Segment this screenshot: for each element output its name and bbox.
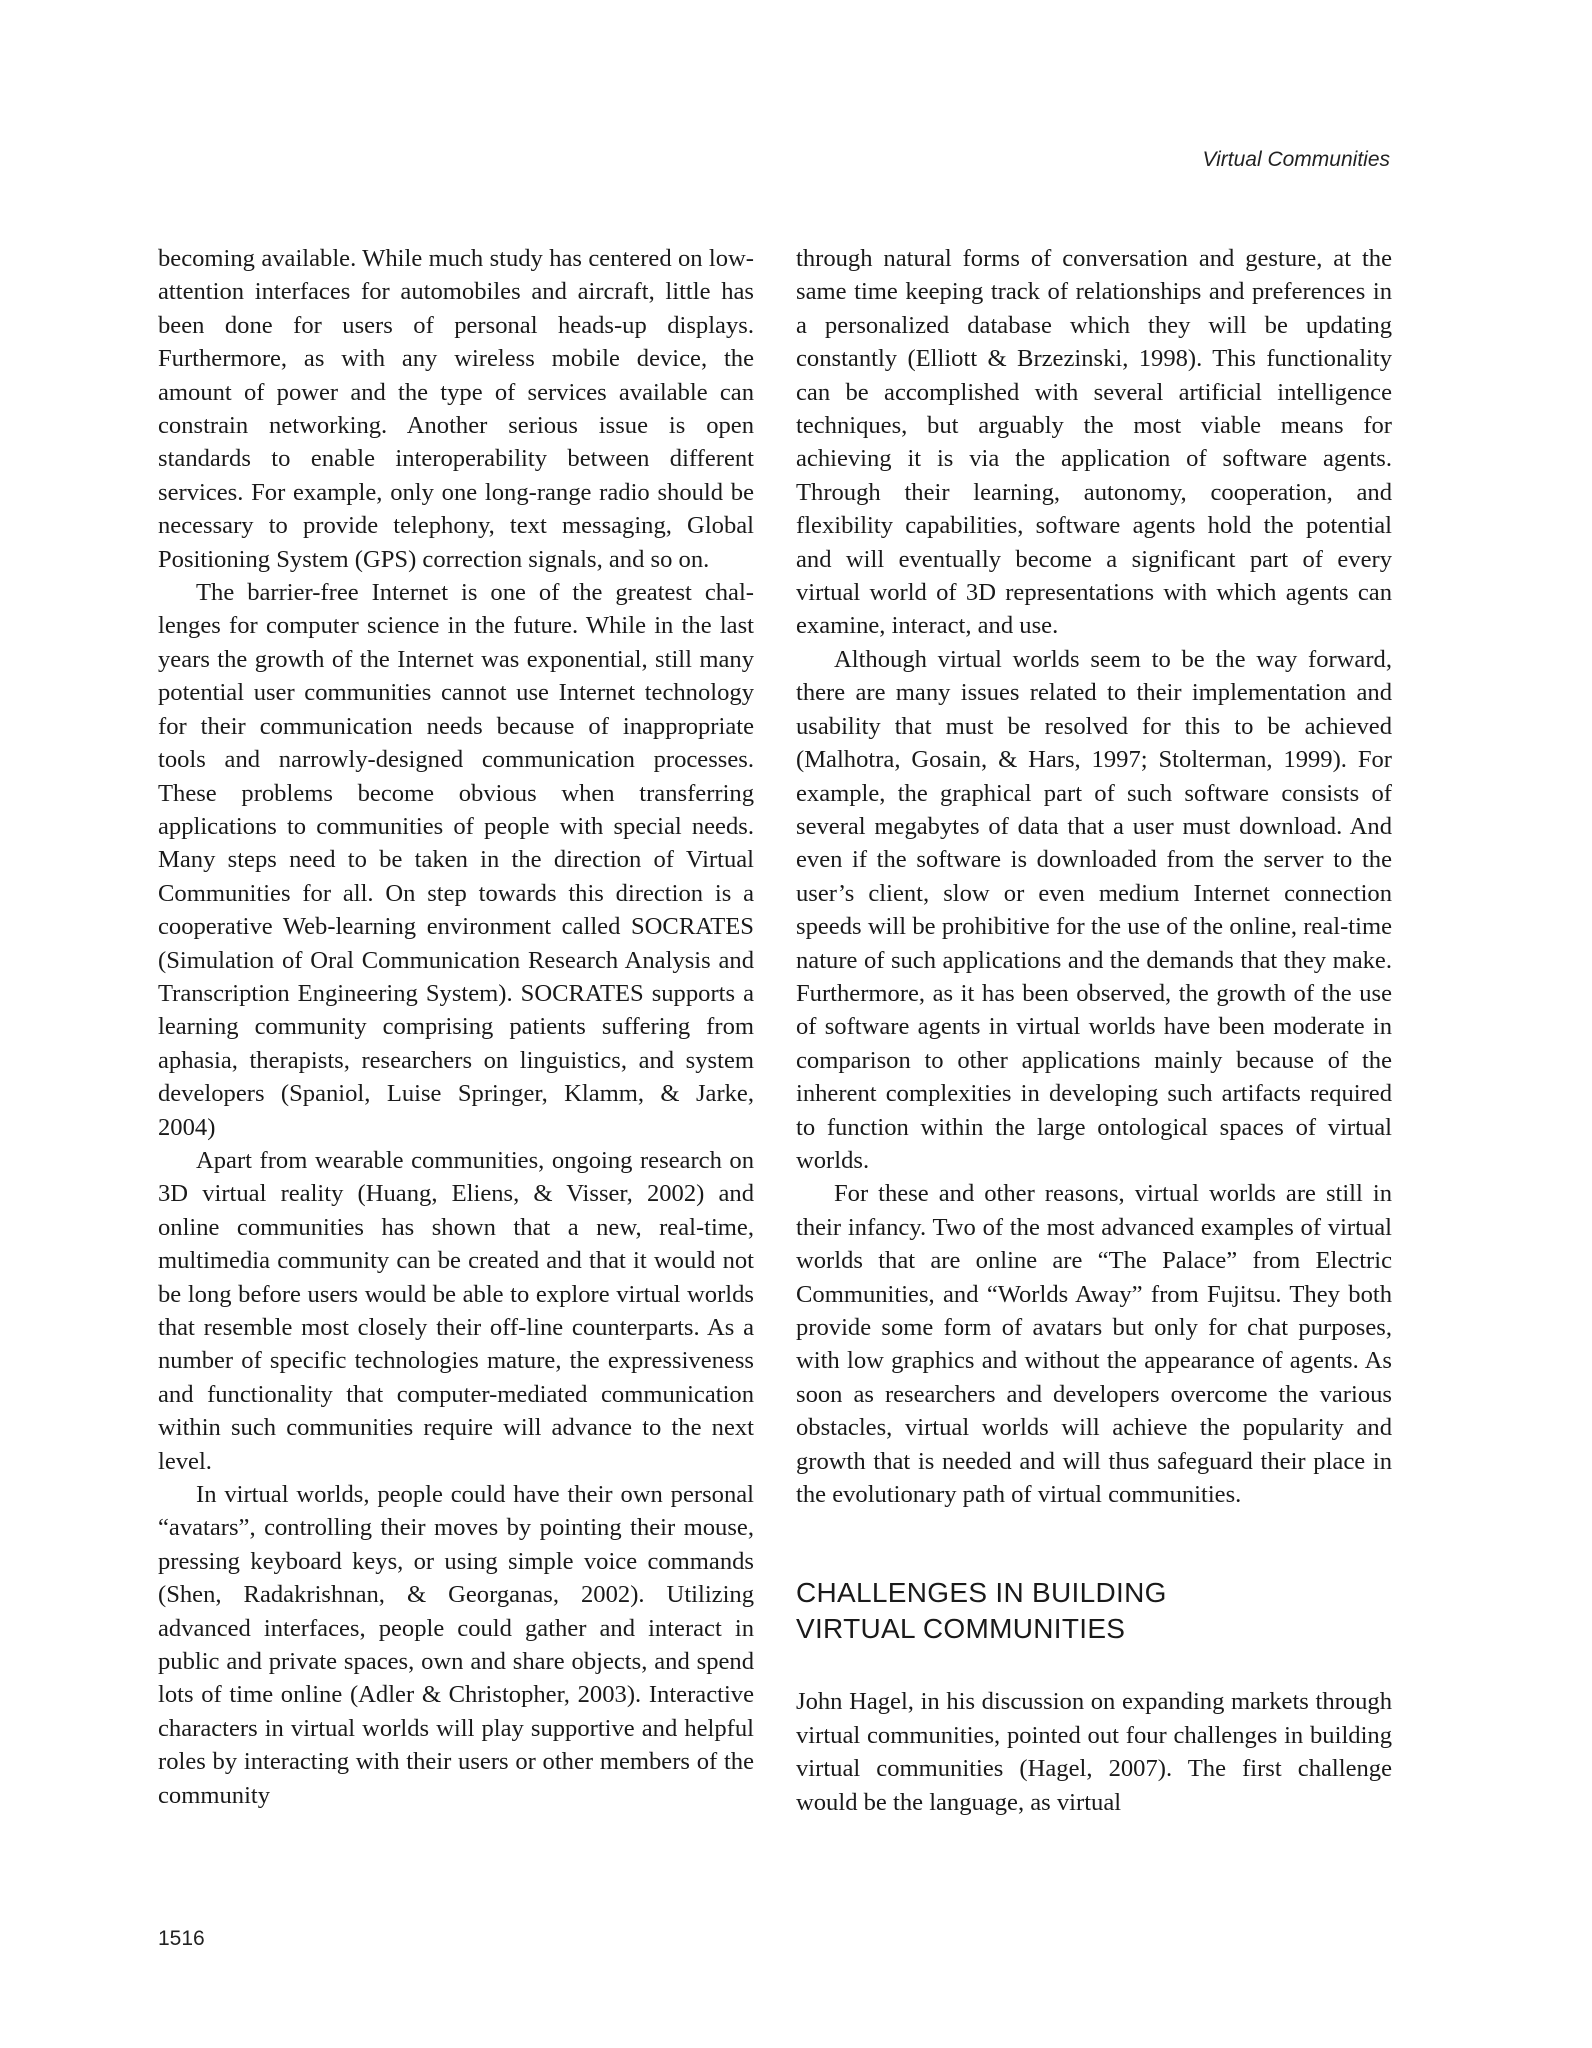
right-column bbox=[796, 242, 1392, 1819]
section-heading bbox=[796, 1575, 1392, 1647]
paragraph: John Hagel, in his discussion on expanding markets through virtual communities, pointed out four challenges in building virtual communities (Hagel, 2007). The first challenge would be the language, as virtual bbox=[796, 1688, 1392, 1816]
paragraph: For these and other reasons, virtual worlds are still in their infancy. Two of the most advanced examples of virtual worlds that are online are “The Palace” from Electric Communities, and “Worlds Away” from Fujitsu. They both provide some form of avatars but only for chat purposes, with low graphics and without the appearance of agents. As soon as researchers and developers overcome the various obstacles, virtual worlds will achieve the popularity and growth that is needed and will thus safeguard their place in the evolutionary path of virtual communities. bbox=[796, 1180, 1392, 1509]
left-column bbox=[158, 242, 754, 1812]
page-number: 1516 bbox=[158, 1927, 205, 1950]
paragraph: Apart from wearable communities, ongoing research on 3D virtual reality (Huang, Eliens, & Visser, 2002) and online communities has shown that a new, real-time, multimedia community can be created and that it would not be long before users would be able to explore virtual worlds that resemble most closely their off-line counterparts. As a number of specific technologies mature, the expressiveness and functionality that computer-mediated communication within such communities require will advance to the next level. bbox=[158, 1146, 754, 1475]
section-heading-line: VIRTUAL COMMUNITIES bbox=[796, 1613, 1126, 1645]
paragraph: Although virtual worlds seem to be the way forward, there are many issues related to their implementation and usability that must be resolved for this to be achieved (Malhotra, Gosain, & Hars, 1997; Stolterman, 1999). For example, the graphical part of such software consists of several megabytes of data that a user must download. And even if the software is downloaded from the server to the user’s client, slow or even medium Internet connection speeds will be prohibitive for the use of the online, real-time nature of such applications and the demands that they make. Furthermore, as it has been observed, the growth of the use of software agents in virtual worlds have been moderate in comparison to other applications mainly because of the inherent complexities in developing such artifacts required to function within the large ontological spaces of virtual worlds. bbox=[796, 645, 1392, 1174]
paragraph: In virtual worlds, people could have their own personal “avatars”, controlling their moves by pointing their mouse, pressing keyboard keys, or using simple voice commands (Shen, Radakrishnan, & Georganas, 2002). Utilizing advanced interfaces, people could gather and interact in public and private spaces, own and share objects, and spend lots of time online (Adler & Christopher, 2003). Interactive characters in virtual worlds will play supportive and helpful roles by interacting with their users or other members of the community bbox=[158, 1481, 754, 1809]
paragraph: through natural forms of conversation and gesture, at the same time keeping track of relationships and preferences in a personalized database which they will be updating constantly (Elliott & Brzezinski, 1998). This functionality can be accomplished with several artificial intelligence techniques, but arguably the most viable means for achieving it is via the application of software agents. Through their learning, autonomy, cooperation, and flexibility capabilities, software agents hold the potential and will eventually become a significant part of every virtual world of 3D representations with which agents can examine, interact, and use. bbox=[796, 245, 1392, 640]
running-head: Virtual Communities bbox=[1202, 148, 1390, 171]
section-heading-line: CHALLENGES IN BUILDING bbox=[796, 1577, 1167, 1609]
paragraph: The barrier-free Internet is one of the greatest challenges for computer science in the future. While in the last years the growth of the Internet was exponential, still many potential user communities cannot use Internet technology for their communication needs because of inappropriate tools and narrowly-designed communication processes. These problems become obvious when transferring applications to communities of people with special needs. Many steps need to be taken in the direction of Virtual Communities for all. On step towards this direction is a cooperative Web-learning environment called SOCRATES (Simulation of Oral Communication Research Analysis and Transcription Engineering System). SOCRATES supports a learning community comprising patients suffering from aphasia, therapists, researchers on linguistics, and system developers (Spaniol, Luise Springer, Klamm, & Jarke, 2004) bbox=[158, 579, 754, 1141]
paragraph: becoming available. While much study has centered on low-attention interfaces for automobiles and aircraft, little has been done for users of personal heads-up displays. Furthermore, as with any wireless mobile device, the amount of power and the type of services available can constrain networking. Another serious issue is open standards to enable interoperability between different services. For example, only one long-range radio should be necessary to provide telephony, text messaging, Global Positioning System (GPS) correction signals, and so on. bbox=[158, 245, 754, 573]
